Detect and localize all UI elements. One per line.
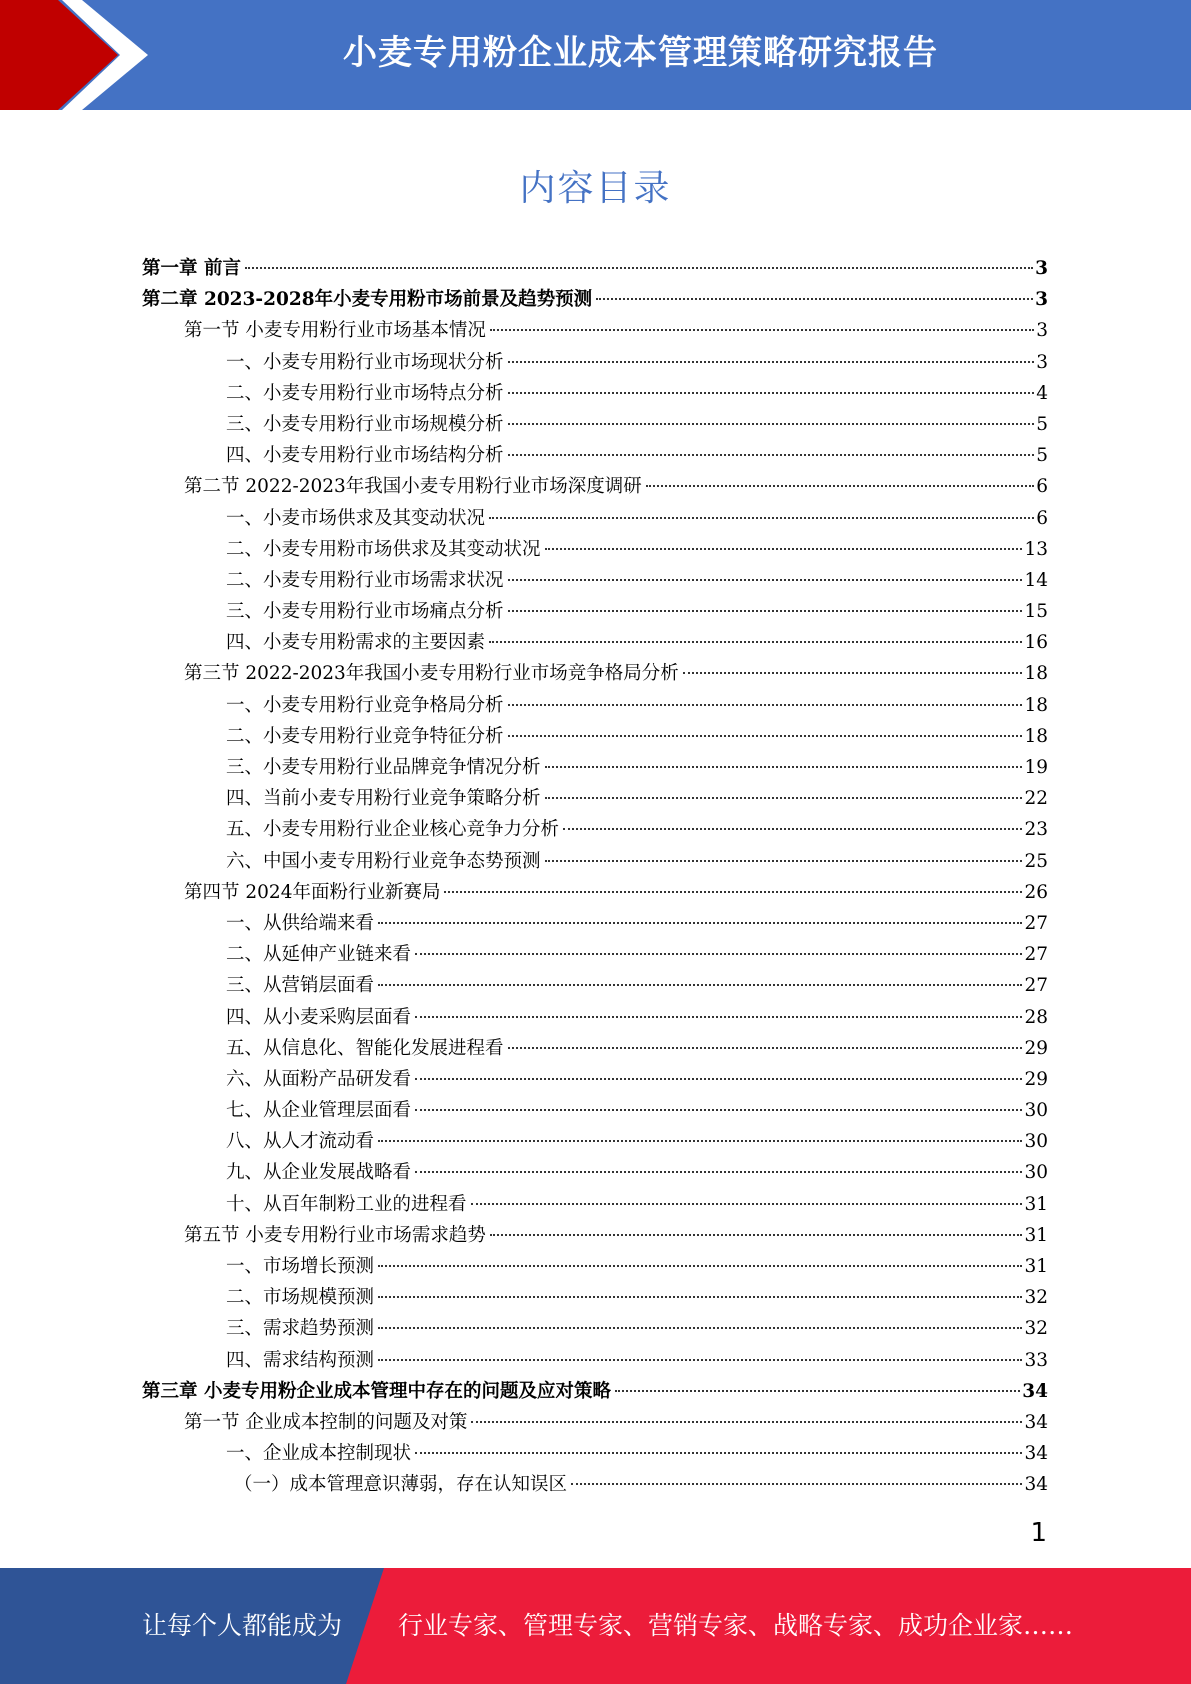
toc-entry-page: 27: [1024, 944, 1048, 966]
toc-entry-title: 六、从面粉产品研发看: [226, 1068, 412, 1090]
toc-dot-leader: [378, 1359, 1022, 1361]
toc-entry-title: 一、小麦市场供求及其变动状况: [226, 507, 486, 529]
toc-entry-page: 4: [1036, 382, 1048, 404]
toc-dot-leader: [415, 1171, 1022, 1173]
toc-entry-title: 三、小麦专用粉行业品牌竞争情况分析: [226, 757, 541, 778]
toc-dot-leader: [490, 329, 1034, 331]
toc-entry-title: 五、小麦专用粉行业企业核心竞争力分析: [226, 819, 560, 841]
toc-dot-leader: [444, 891, 1022, 893]
toc-entry[interactable]: [142, 721, 1048, 752]
toc-entry-title: 第三章 小麦专用粉企业成本管理中存在的问题及应对策略: [142, 1380, 611, 1402]
toc-entry-page: 34: [1024, 1474, 1048, 1496]
toc-dot-leader: [571, 1483, 1022, 1485]
toc-dot-leader: [508, 423, 1035, 425]
toc-dot-leader: [508, 610, 1023, 612]
toc-entry[interactable]: [142, 783, 1048, 814]
toc-dot-leader: [508, 361, 1035, 363]
toc-entry-title: 三、需求趋势预测: [226, 1318, 375, 1340]
toc-entry-page: 23: [1024, 819, 1048, 841]
toc-dot-leader: [245, 267, 1033, 269]
toc-entry-title: 二、市场规模预测: [226, 1287, 375, 1309]
toc-entry[interactable]: [142, 284, 1048, 315]
toc-entry-title: 二、小麦专用粉行业市场需求状况: [226, 569, 504, 591]
toc-entry-title: 第一节 小麦专用粉行业市场基本情况: [184, 320, 486, 342]
toc-entry-page: 28: [1024, 1006, 1048, 1028]
toc-entry-page: 34: [1024, 1411, 1048, 1433]
toc-entry[interactable]: [142, 1220, 1048, 1251]
toc-dot-leader: [378, 1265, 1022, 1267]
toc-entry-page: 32: [1024, 1287, 1048, 1309]
table-of-contents: [142, 253, 1048, 1501]
toc-dot-leader: [646, 485, 1034, 487]
toc-dot-leader: [415, 953, 1022, 955]
toc-entry-page: 34: [1024, 1443, 1048, 1465]
toc-entry-page: 33: [1024, 1349, 1048, 1371]
toc-dot-leader: [508, 454, 1035, 456]
toc-dot-leader: [471, 1203, 1023, 1205]
toc-entry[interactable]: [142, 596, 1048, 627]
toc-entry[interactable]: [142, 1438, 1048, 1469]
toc-entry-page: 19: [1024, 757, 1048, 778]
toc-entry-title: 一、小麦专用粉行业竞争格局分析: [226, 694, 504, 716]
toc-entry-page: 22: [1024, 788, 1048, 810]
toc-entry[interactable]: [142, 534, 1048, 565]
toc-entry-page: 31: [1024, 1224, 1048, 1246]
toc-entry-title: 四、从小麦采购层面看: [226, 1006, 412, 1028]
toc-entry[interactable]: [142, 378, 1048, 409]
toc-entry[interactable]: [142, 1282, 1048, 1313]
toc-dot-leader: [378, 922, 1022, 924]
toc-entry-page: 16: [1024, 632, 1048, 654]
toc-entry-title: 二、小麦专用粉行业竞争特征分析: [226, 725, 504, 747]
toc-entry[interactable]: [142, 440, 1048, 471]
toc-entry[interactable]: [142, 814, 1048, 845]
toc-entry-title: 四、小麦专用粉行业市场结构分析: [226, 445, 504, 467]
toc-entry[interactable]: [142, 1002, 1048, 1033]
toc-entry[interactable]: [142, 1157, 1048, 1188]
toc-entry-title: 六、中国小麦专用粉行业竞争态势预测: [226, 850, 541, 872]
page-footer: [0, 1568, 1191, 1684]
toc-dot-leader: [683, 672, 1023, 674]
toc-entry[interactable]: [142, 1126, 1048, 1157]
toc-entry-page: 29: [1024, 1068, 1048, 1090]
toc-entry-title: 二、从延伸产业链来看: [226, 944, 412, 966]
toc-entry-title: 七、从企业管理层面看: [226, 1100, 412, 1122]
toc-entry-title: 第三节 2022-2023年我国小麦专用粉行业市场竞争格局分析: [184, 663, 679, 685]
toc-entry[interactable]: [142, 1376, 1048, 1407]
toc-entry-page: 3: [1035, 289, 1048, 311]
toc-entry-title: 十、从百年制粉工业的进程看: [226, 1193, 467, 1215]
toc-dot-leader: [508, 579, 1023, 581]
toc-dot-leader: [415, 1452, 1022, 1454]
footer-slogan-right: 行业专家、管理专家、营销专家、战略专家、成功企业家……: [398, 1611, 1074, 1640]
toc-entry[interactable]: [142, 1407, 1048, 1438]
toc-entry[interactable]: [142, 347, 1048, 378]
toc-dot-leader: [508, 1047, 1023, 1049]
toc-dot-leader: [378, 1296, 1022, 1298]
toc-entry-title: 第二节 2022-2023年我国小麦专用粉行业市场深度调研: [184, 476, 642, 498]
toc-dot-leader: [378, 1327, 1022, 1329]
toc-entry-page: 18: [1024, 725, 1048, 747]
toc-entry-page: 3: [1036, 320, 1048, 342]
toc-entry-page: 25: [1024, 850, 1048, 872]
toc-entry-title: 二、小麦专用粉行业市场特点分析: [226, 382, 504, 404]
toc-dot-leader: [545, 797, 1023, 799]
toc-dot-leader: [415, 1016, 1022, 1018]
toc-entry-title: 三、小麦专用粉行业市场痛点分析: [226, 601, 504, 623]
toc-entry[interactable]: [142, 471, 1048, 502]
toc-dot-leader: [545, 766, 1023, 768]
toc-entry-title: （一）成本管理意识薄弱，存在认知误区: [234, 1474, 568, 1496]
toc-dot-leader: [615, 1390, 1020, 1392]
toc-entry[interactable]: [142, 1064, 1048, 1095]
toc-entry-page: 18: [1024, 663, 1048, 685]
page-number: 1: [1030, 1518, 1047, 1548]
toc-entry[interactable]: [142, 908, 1048, 939]
toc-entry-page: 31: [1024, 1256, 1048, 1277]
toc-entry-page: 26: [1024, 881, 1048, 903]
toc-entry-page: 18: [1024, 694, 1048, 716]
toc-entry-page: 3: [1036, 351, 1048, 373]
toc-entry-page: 27: [1024, 912, 1048, 934]
toc-entry[interactable]: [142, 253, 1048, 284]
toc-entry[interactable]: [142, 1469, 1048, 1500]
toc-entry-page: 31: [1024, 1193, 1048, 1215]
toc-dot-leader: [508, 704, 1023, 706]
toc-dot-leader: [415, 1109, 1022, 1111]
toc-entry-title: 四、当前小麦专用粉行业竞争策略分析: [226, 788, 541, 810]
toc-dot-leader: [378, 984, 1022, 986]
toc-dot-leader: [545, 548, 1023, 550]
toc-dot-leader: [490, 1234, 1023, 1236]
toc-entry-page: 15: [1024, 601, 1048, 623]
page-header: [0, 0, 1191, 110]
toc-entry[interactable]: [142, 846, 1048, 877]
report-title: 小麦专用粉企业成本管理策略研究报告: [343, 33, 938, 73]
toc-entry-title: 第五节 小麦专用粉行业市场需求趋势: [184, 1224, 486, 1246]
toc-entry[interactable]: [142, 1189, 1048, 1220]
toc-entry-title: 八、从人才流动看: [226, 1131, 375, 1153]
toc-dot-leader: [489, 517, 1034, 519]
toc-dot-leader: [508, 735, 1023, 737]
toc-entry[interactable]: [142, 690, 1048, 721]
toc-dot-leader: [545, 860, 1023, 862]
toc-entry-title: 三、小麦专用粉行业市场规模分析: [226, 413, 504, 435]
toc-entry-title: 一、小麦专用粉行业市场现状分析: [226, 351, 504, 373]
toc-entry-page: 5: [1036, 445, 1048, 467]
toc-heading: 内容目录: [519, 168, 672, 209]
toc-entry-title: 九、从企业发展战略看: [226, 1162, 412, 1184]
toc-entry-title: 第一章 前言: [142, 258, 241, 279]
toc-entry-title: 一、市场增长预测: [226, 1256, 375, 1277]
toc-entry-title: 一、从供给端来看: [226, 912, 375, 934]
toc-entry-page: 34: [1022, 1380, 1048, 1402]
toc-entry-page: 13: [1024, 538, 1048, 560]
toc-dot-leader: [596, 298, 1033, 300]
toc-entry[interactable]: [142, 409, 1048, 440]
toc-entry[interactable]: [142, 1033, 1048, 1064]
toc-entry-title: 四、需求结构预测: [226, 1349, 375, 1371]
toc-dot-leader: [415, 1078, 1022, 1080]
toc-dot-leader: [563, 828, 1022, 830]
toc-entry[interactable]: [142, 752, 1048, 783]
toc-entry-title: 三、从营销层面看: [226, 975, 375, 997]
toc-entry[interactable]: [142, 877, 1048, 908]
toc-entry[interactable]: [142, 939, 1048, 970]
toc-entry-title: 五、从信息化、智能化发展进程看: [226, 1037, 504, 1059]
toc-entry-title: 第一节 企业成本控制的问题及对策: [184, 1411, 468, 1433]
toc-entry-page: 32: [1024, 1318, 1048, 1340]
toc-entry-title: 一、企业成本控制现状: [226, 1443, 412, 1465]
toc-entry-page: 30: [1024, 1162, 1048, 1184]
toc-entry[interactable]: [142, 565, 1048, 596]
toc-entry-page: 3: [1035, 258, 1048, 279]
toc-entry-page: 30: [1024, 1100, 1048, 1122]
toc-entry[interactable]: [142, 1251, 1048, 1282]
toc-entry[interactable]: [142, 1345, 1048, 1376]
toc-entry-title: 二、小麦专用粉市场供求及其变动状况: [226, 538, 541, 560]
toc-entry-page: 29: [1024, 1037, 1048, 1059]
toc-entry-page: 30: [1024, 1131, 1048, 1153]
toc-dot-leader: [508, 392, 1035, 394]
toc-entry-title: 第二章 2023-2028年小麦专用粉市场前景及趋势预测: [142, 289, 593, 311]
toc-entry-page: 6: [1036, 507, 1048, 529]
toc-entry[interactable]: [142, 1313, 1048, 1344]
toc-entry-page: 5: [1036, 413, 1048, 435]
toc-entry-title: 第四节 2024年面粉行业新赛局: [184, 881, 441, 903]
toc-entry[interactable]: [142, 1095, 1048, 1126]
toc-entry-title: 四、小麦专用粉需求的主要因素: [226, 632, 486, 654]
toc-entry[interactable]: [142, 627, 1048, 658]
toc-dot-leader: [489, 641, 1022, 643]
toc-entry-page: 14: [1024, 569, 1048, 591]
toc-entry[interactable]: [142, 315, 1048, 346]
toc-entry[interactable]: [142, 503, 1048, 534]
toc-entry-page: 6: [1036, 476, 1048, 498]
toc-entry-page: 27: [1024, 975, 1048, 997]
toc-entry[interactable]: [142, 970, 1048, 1001]
footer-slogan-left: 让每个人都能成为: [142, 1611, 343, 1640]
toc-dot-leader: [471, 1421, 1022, 1423]
toc-entry[interactable]: [142, 658, 1048, 689]
toc-dot-leader: [378, 1140, 1022, 1142]
